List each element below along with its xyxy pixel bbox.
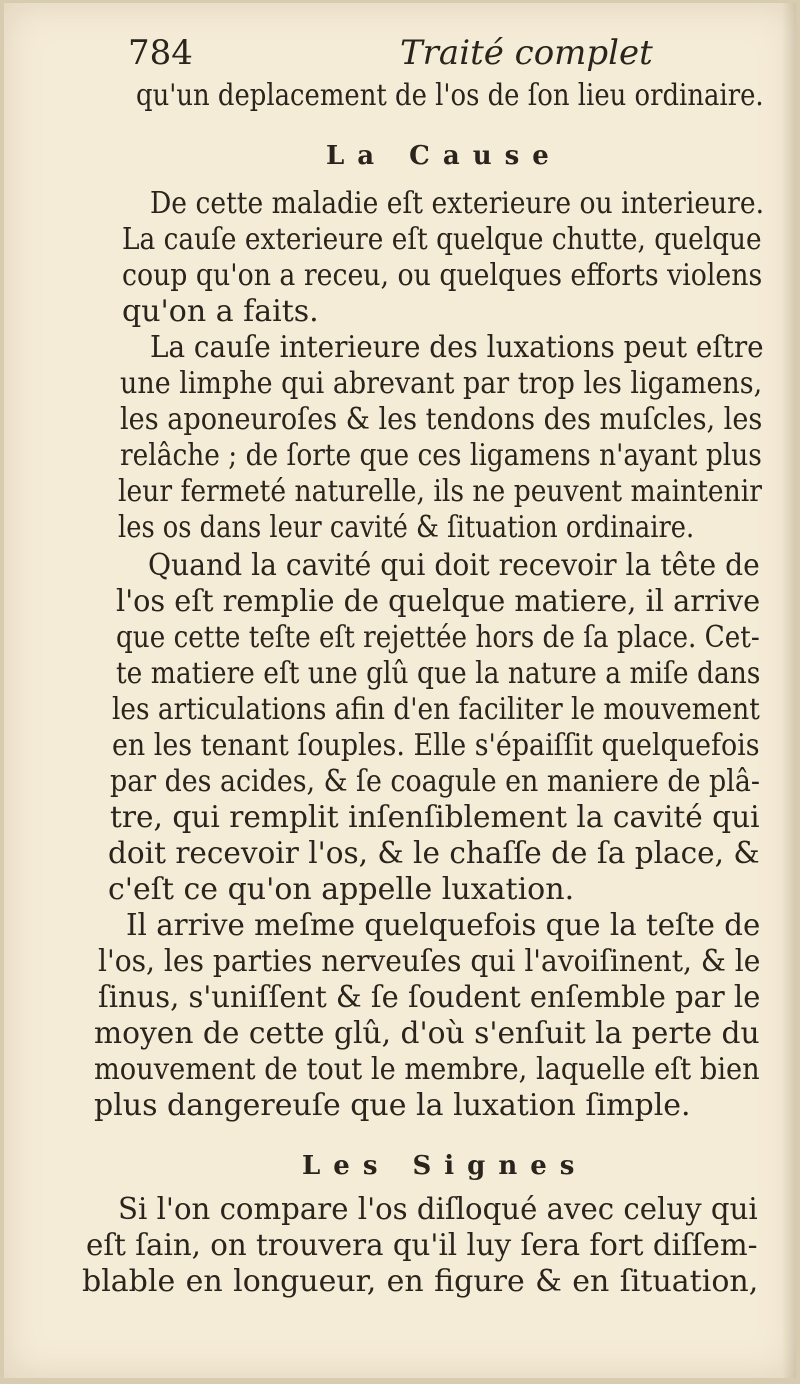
text-line: La cauſe interieure des luxations peut eſtre [150,330,764,365]
text-line: te matiere eſt une glû que la nature a miſe dans [116,656,761,691]
text-line: De cette maladie eſt exterieure ou interieure. [150,186,765,221]
text-line: les articulations afin d'en faciliter le mouvement [112,692,760,727]
text-line: l'os eſt remplie de quelque matiere, il arrive [116,584,761,619]
text-line: l'os, les parties nerveuſes qui l'avoiſinent, & le [98,944,761,979]
text-line: par des acides, & ſe coagule en maniere de plâ- [110,764,760,799]
text-line: leur fermeté naturelle, ils ne peuvent maintenir [118,474,762,509]
text-line: qu'un deplacement de l'os de ſon lieu ordinaire. [136,78,764,113]
text-line: La cauſe exterieure eſt quelque chutte, quelque [122,222,762,257]
text-line: plus dangereuſe que la luxation ſimple. [94,1088,691,1123]
text-line: Il arrive meſme quelquefois que la teſte de [126,908,761,943]
text-line: les aponeuroſes & les tendons des muſcles, les [120,402,763,437]
text-line: tre, qui remplit inſenſiblement la cavité qui [110,800,760,835]
running-title: Traité complet [400,33,653,73]
text-line: moyen de cette glû, d'où s'enſuit la perte du [94,1016,760,1051]
section-heading-cause: La Cause [326,141,562,171]
text-line: relâche ; de ſorte que ces ligamens n'ayant plus [120,438,762,473]
text-line: ſinus, s'uniſſent & ſe ſoudent enſemble par le [98,980,761,1015]
text-line: doit recevoir l'os, & le chaſſe de ſa place, & [108,836,760,871]
text-line: que cette teſte eſt rejettée hors de ſa place. Cet- [116,620,760,655]
page-number: 784 [128,33,193,73]
text-line: en les tenant ſouples. Elle s'épaiſſit quelquefois [112,728,760,763]
text-line: blable en longueur, en figure & en ſituation, [82,1264,759,1299]
text-line: une limphe qui abrevant par trop les ligamens, [120,366,763,401]
text-line: coup qu'on a receu, ou quelques efforts violens [122,258,763,293]
text-line: Quand la cavité qui doit recevoir la tête de [148,548,760,583]
text-line: les os dans leur cavité & ſituation ordinaire. [118,510,695,545]
text-line: Si l'on compare l'os diſloqué avec celuy qui [118,1192,758,1227]
text-line: mouvement de tout le membre, laquelle eſt bien [94,1052,760,1087]
text-line: qu'on a faits. [122,294,319,329]
book-page [4,3,796,1378]
text-line: eſt ſain, on trouvera qu'il luy ſera fort diſſem- [86,1228,758,1263]
section-heading-signs: Les Signes [302,1151,588,1181]
text-line: c'eſt ce qu'on appelle luxation. [108,872,575,907]
